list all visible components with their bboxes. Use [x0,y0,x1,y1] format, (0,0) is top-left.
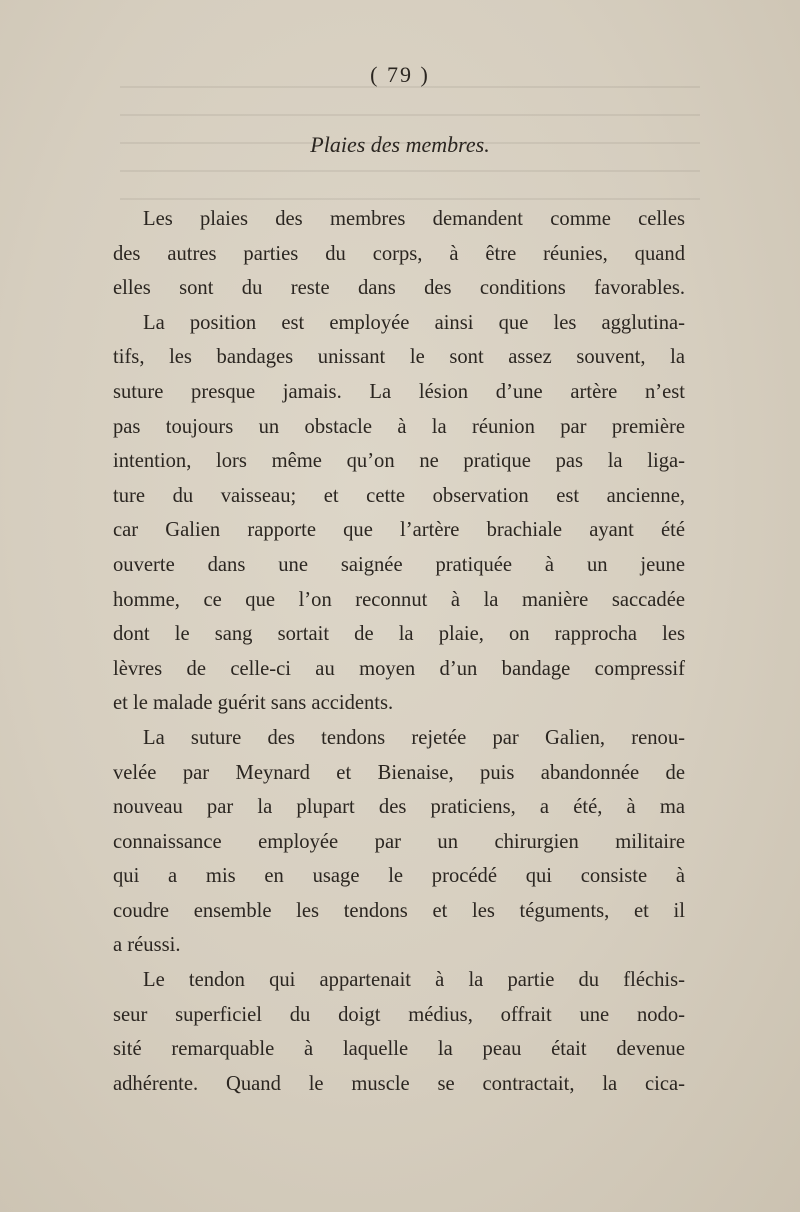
text-line: dont le sang sortait de la plaie, on rapprocha les [113,623,685,646]
text-line: adhérente. Quand le muscle se contractait, la cica- [113,1072,685,1095]
text-line: tifs, les bandages unissant le sont assez souvent, la [113,346,685,369]
text-line: qui a mis en usage le procédé qui consiste à [113,865,685,888]
text-line: pas toujours un obstacle à la réunion par première [113,415,685,438]
body-text [113,202,685,1101]
text-line: lèvres de celle-ci au moyen d’un bandage compressif [113,657,685,680]
text-line: nouveau par la plupart des praticiens, a été, à ma [113,796,685,819]
section-title: Plaies des membres. [310,132,490,157]
text-line: ture du vaisseau; et cette observation est ancienne, [113,484,685,507]
text-line: des autres parties du corps, à être réunies, quand [113,242,685,265]
page-number: ( 79 ) [370,62,430,87]
paragraph [113,721,685,963]
text-line: La position est employée ainsi que les agglutina- [143,311,685,334]
text-line: car Galien rapporte que l’artère brachiale ayant été [113,519,685,542]
text-line: velée par Meynard et Bienaise, puis abandonnée de [113,761,685,784]
paragraph [113,202,685,306]
text-line: sité remarquable à laquelle la peau était devenue [113,1038,685,1061]
text-line: coudre ensemble les tendons et les téguments, et il [113,899,685,922]
text-line: suture presque jamais. La lésion d’une artère n’est [113,380,685,403]
text-line: a réussi. [113,934,181,957]
text-line: ouverte dans une saignée pratiquée à un jeune [113,553,685,576]
text-line: seur superficiel du doigt médius, offrait une nodo- [113,1003,685,1026]
text-line: homme, ce que l’on reconnut à la manière saccadée [113,588,685,611]
text-line: et le malade guérit sans accidents. [113,692,394,715]
paragraph [113,306,685,721]
paragraph [113,963,685,1101]
text-line: Les plaies des membres demandent comme celles [143,208,685,230]
text-line: connaissance employée par un chirurgien militaire [113,830,685,853]
text-line: La suture des tendons rejetée par Galien, renou- [143,726,685,749]
text-line: Le tendon qui appartenait à la partie du fléchis- [143,969,685,992]
text-line: intention, lors même qu’on ne pratique pas la liga- [113,450,685,473]
text-line: elles sont du reste dans des conditions favorables. [113,277,685,300]
